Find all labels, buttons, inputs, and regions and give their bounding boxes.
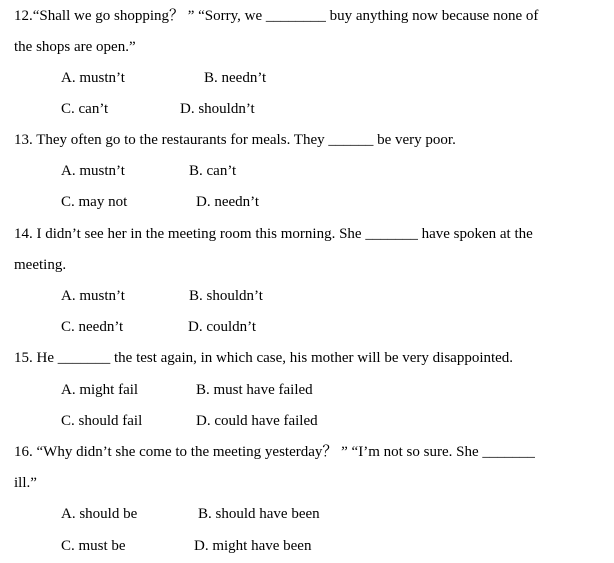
question-14-option-a: A. mustn’t xyxy=(61,288,125,304)
question-13-option-a: A. mustn’t xyxy=(61,163,125,179)
question-16-option-c: C. must be xyxy=(61,538,126,554)
question-16-option-b: B. should have been xyxy=(198,506,320,522)
question-12-stem: 12.“Shall we go shopping？ ” “Sorry, we ________ buy anything now because none of xyxy=(14,8,539,24)
question-12-option-d: D. shouldn’t xyxy=(180,101,255,117)
question-16-option-a: A. should be xyxy=(61,506,138,522)
question-15-option-b: B. must have failed xyxy=(196,382,313,398)
question-12-option-b: B. needn’t xyxy=(204,70,267,86)
question-15-stem: 15. He _______ the test again, in which case, his mother will be very disappointed. xyxy=(14,350,514,366)
question-15-option-c: C. should fail xyxy=(61,413,143,429)
question-12-stem-cont: the shops are open.” xyxy=(14,39,136,55)
question-14-stem: 14. I didn’t see her in the meeting room this morning. She _______ have spoken at the xyxy=(14,226,533,242)
question-14-option-d: D. couldn’t xyxy=(188,319,257,335)
question-12-option-a: A. mustn’t xyxy=(61,70,125,86)
question-16-stem: 16. “Why didn’t she come to the meeting yesterday？ ” “I’m not so sure. She _______ xyxy=(14,444,535,460)
question-14-option-c: C. needn’t xyxy=(61,319,124,335)
question-13-option-b: B. can’t xyxy=(189,163,237,179)
question-15-option-a: A. might fail xyxy=(61,382,139,398)
question-13-option-c: C. may not xyxy=(61,194,128,210)
question-12-option-c: C. can’t xyxy=(61,101,109,117)
question-13-option-d: D. needn’t xyxy=(196,194,260,210)
question-14-option-b: B. shouldn’t xyxy=(189,288,263,304)
question-14-stem-cont: meeting. xyxy=(14,257,67,273)
question-15-option-d: D. could have failed xyxy=(196,413,318,429)
question-16-stem-cont: ill.” xyxy=(14,475,37,491)
question-16-option-d: D. might have been xyxy=(194,538,312,554)
question-13-stem: 13. They often go to the restaurants for meals. They ______ be very poor. xyxy=(14,132,456,148)
